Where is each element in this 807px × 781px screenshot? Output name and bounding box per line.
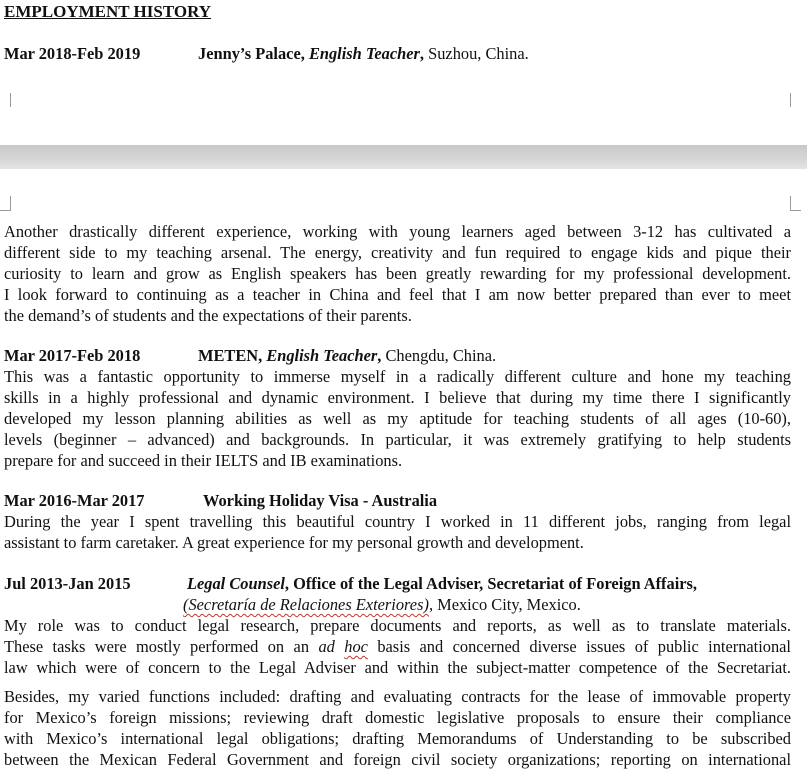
job-location: Chengdu, China. [385, 346, 497, 365]
page-corner-mark [790, 93, 801, 107]
text-line: between the Mexican Federal Government and foreign civil society organizations; reporting on international [4, 750, 791, 769]
job-date: Mar 2018-Feb 2019 [4, 44, 141, 63]
text-line: the demand’s of students and the expectations of their parents. [4, 306, 412, 325]
job-title: Working Holiday Visa - Australia [203, 491, 438, 510]
job-description [4, 221, 791, 326]
text-line: skills in a highly professional and dynamic environment. I believe that during my time there I significantly [4, 388, 791, 407]
job-date: Mar 2017-Feb 2018 [4, 346, 141, 365]
text-line: developed my lesson planning abilities as well as my aptitude for teaching students of all ages (10-60), [4, 409, 791, 428]
text-line: for Mexico’s foreign missions; reviewing draft domestic legislative proposals to ensure their compliance [4, 708, 791, 727]
job-employer: , Office of the Legal Adviser, Secretariat of Foreign Affairs, [284, 574, 698, 593]
job-description [4, 615, 791, 678]
job-header: Mar 2017-Feb 2018 METEN, English Teacher, Chengdu, China. [4, 346, 497, 365]
job-header [4, 573, 697, 594]
text-line: Besides, my varied functions included: drafting and evaluating contracts for the lease of immovable property [4, 687, 791, 706]
text-line: curiosity to learn and grow as English speakers has been greatly rewarding for my professional development. [4, 264, 791, 283]
text-line: different side to my teaching arsenal. The energy, creativity and fun required to engage kids and pique their [4, 243, 791, 262]
job-employer-spanish: (Secretaría de Relaciones Exteriores) [183, 595, 429, 614]
job-description [4, 366, 791, 471]
section-heading: EMPLOYMENT HISTORY [4, 2, 212, 21]
job-date: Jul 2013-Jan 2015 [4, 574, 131, 593]
text-line: with Mexico’s international legal obligations; drafting Memorandums of Understanding to be subscribed [4, 729, 791, 748]
latin-phrase: ad hoc [318, 637, 368, 656]
text-line: levels (beginner – advanced) and backgrounds. In particular, it was extremely gratifying to help students [4, 430, 791, 449]
text-line: My role was to conduct legal research, prepare documents and reports, as well as to translate materials. [4, 616, 791, 635]
page-corner-mark [790, 196, 801, 211]
job-header: Mar 2018-Feb 2019 Jenny’s Palace, English Teacher, Suzhou, China. [4, 44, 529, 63]
text-line: assistant to farm caretaker. A great experience for my personal growth and development. [4, 533, 584, 552]
text-line: law which were of concern to the Legal Adviser and within the subject-matter competence of the Secretariat. [4, 658, 791, 677]
job-description [4, 511, 791, 553]
job-location: , Mexico City, Mexico. [428, 595, 581, 614]
text-line: These tasks were mostly performed on an ad hoc basis and concerned diverse issues of public international [4, 637, 791, 656]
job-header-continued [183, 594, 581, 615]
job-date: Mar 2016-Mar 2017 [4, 491, 145, 510]
job-employer: Jenny’s Palace, [198, 44, 305, 63]
text-line: I look forward to continuing as a teacher in China and feel that I am now better prepared than ever to meet [4, 285, 791, 304]
job-header [4, 490, 437, 511]
page-corner-mark [0, 196, 11, 211]
page-break-gap [0, 145, 807, 169]
job-employer: METEN, [198, 346, 263, 365]
job-role: English Teacher [266, 346, 378, 365]
job-role: Legal Counsel [187, 574, 285, 593]
text-line: Another drastically different experience, working with young learners aged between 3-12 has cultivated a [4, 222, 791, 241]
text-line: During the year I spent travelling this beautiful country I worked in 11 different jobs, ranging from legal [4, 512, 791, 531]
text-line: prepare for and succeed in their IELTS and IB examinations. [4, 451, 403, 470]
job-role: English Teacher [308, 44, 420, 63]
text-line: This was a fantastic opportunity to immerse myself in a radically different culture and hone my teaching [4, 367, 791, 386]
page-corner-mark [0, 93, 11, 107]
job-location: Suzhou, China. [428, 44, 529, 63]
job-description-continued [4, 686, 791, 770]
